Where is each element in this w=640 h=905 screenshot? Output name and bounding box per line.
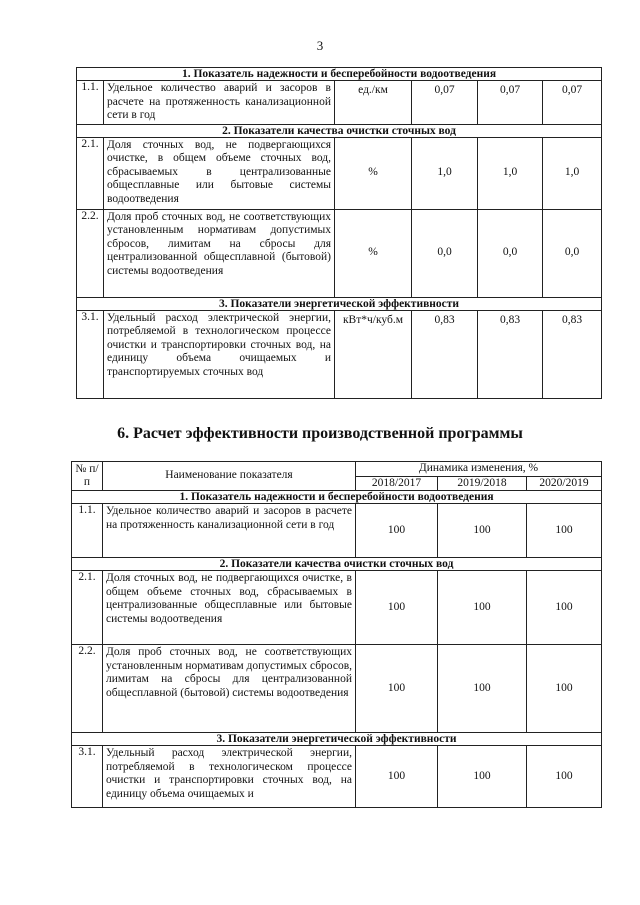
section-title: 2. Показатели качества очистки сточных вод	[72, 558, 602, 571]
row-number: 2.1.	[77, 137, 104, 209]
value-cell: 0,07	[543, 81, 602, 125]
value-cell: 100	[356, 504, 438, 558]
unit-cell: %	[335, 137, 412, 209]
value-cell: 0,07	[412, 81, 478, 125]
table-row	[77, 310, 602, 398]
indicator-name: Доля сточных вод, не подвергающихся очистке, в общем объеме сточных вод, сбрасываемых в централизованные общесплавные или бытовые системы водоотведения	[104, 137, 335, 209]
indicator-name: Доля сточных вод, не подвергающихся очистке, в общем объеме сточных вод, сбрасываемых в централизованные общесплавные или бытовые системы водоотведения	[103, 571, 356, 645]
unit-cell: ед./км	[335, 81, 412, 125]
table-row	[72, 571, 602, 645]
row-number: 2.2.	[72, 645, 103, 733]
value-cell: 100	[438, 504, 527, 558]
section-heading: 6. Расчет эффективности производственной программы	[117, 425, 523, 442]
row-number: 3.1.	[77, 310, 104, 398]
value-cell: 100	[438, 645, 527, 733]
indicator-name: Удельное количество аварий и засоров в расчете на протяженность канализационной сети в год	[104, 81, 335, 125]
value-cell: 100	[356, 571, 438, 645]
header-year: 2019/2018	[438, 476, 527, 491]
value-cell: 0,0	[543, 209, 602, 297]
header-year: 2020/2019	[527, 476, 602, 491]
value-cell: 100	[356, 746, 438, 808]
value-cell: 0,83	[412, 310, 478, 398]
value-cell: 100	[438, 746, 527, 808]
value-cell: 100	[356, 645, 438, 733]
section-title: 1. Показатель надежности и бесперебойности водоотведения	[77, 68, 602, 81]
section-title: 3. Показатели энергетической эффективности	[72, 733, 602, 746]
page-number: 3	[316, 38, 324, 53]
indicator-name: Доля проб сточных вод, не соответствующих установленным нормативам допустимых сбросов, лимитам на сбросы для централизованной общесплавной (бытовой) системы водоотведения	[104, 209, 335, 297]
header-num: № п/п	[72, 462, 103, 491]
header-year: 2018/2017	[356, 476, 438, 491]
section-title: 2. Показатели качества очистки сточных вод	[77, 124, 602, 137]
unit-cell: кВт*ч/куб.м	[335, 310, 412, 398]
value-cell: 0,83	[543, 310, 602, 398]
indicators-table	[76, 67, 602, 399]
value-cell: 1,0	[478, 137, 543, 209]
row-number: 1.1.	[77, 81, 104, 125]
section-title: 1. Показатель надежности и бесперебойности водоотведения	[72, 491, 602, 504]
unit-cell: %	[335, 209, 412, 297]
header-name: Наименование показателя	[103, 462, 356, 491]
value-cell: 0,0	[478, 209, 543, 297]
table-row	[72, 746, 602, 808]
table-row	[77, 209, 602, 297]
row-number: 3.1.	[72, 746, 103, 808]
value-cell: 0,0	[412, 209, 478, 297]
table-row	[72, 645, 602, 733]
table-row	[77, 81, 602, 125]
indicator-name: Удельное количество аварий и засоров в расчете на протяженность канализационной сети в год	[103, 504, 356, 558]
row-number: 2.1.	[72, 571, 103, 645]
row-number: 1.1.	[72, 504, 103, 558]
value-cell: 100	[527, 571, 602, 645]
value-cell: 0,83	[478, 310, 543, 398]
indicator-name: Удельный расход электрической энергии, потребляемой в технологическом процессе очистки и транспортировки сточных вод, на единицу объема очищаемых и	[103, 746, 356, 808]
value-cell: 1,0	[543, 137, 602, 209]
value-cell: 1,0	[412, 137, 478, 209]
table-row	[72, 504, 602, 558]
efficiency-table	[71, 461, 602, 808]
value-cell: 100	[527, 645, 602, 733]
section-title: 3. Показатели энергетической эффективности	[77, 297, 602, 310]
indicator-name: Удельный расход электрической энергии, потребляемой в технологическом процессе очистки и транспортировки сточных вод, на единицу объема очищаемых и транспортируемых сточных вод	[104, 310, 335, 398]
value-cell: 100	[527, 746, 602, 808]
indicator-name: Доля проб сточных вод, не соответствующих установленным нормативам допустимых сбросов, лимитам на сбросы для централизованной общесплавной (бытовой) системы водоотведения	[103, 645, 356, 733]
value-cell: 100	[527, 504, 602, 558]
row-number: 2.2.	[77, 209, 104, 297]
value-cell: 100	[438, 571, 527, 645]
value-cell: 0,07	[478, 81, 543, 125]
header-dynamics: Динамика изменения, %	[356, 462, 602, 477]
table-row	[77, 137, 602, 209]
